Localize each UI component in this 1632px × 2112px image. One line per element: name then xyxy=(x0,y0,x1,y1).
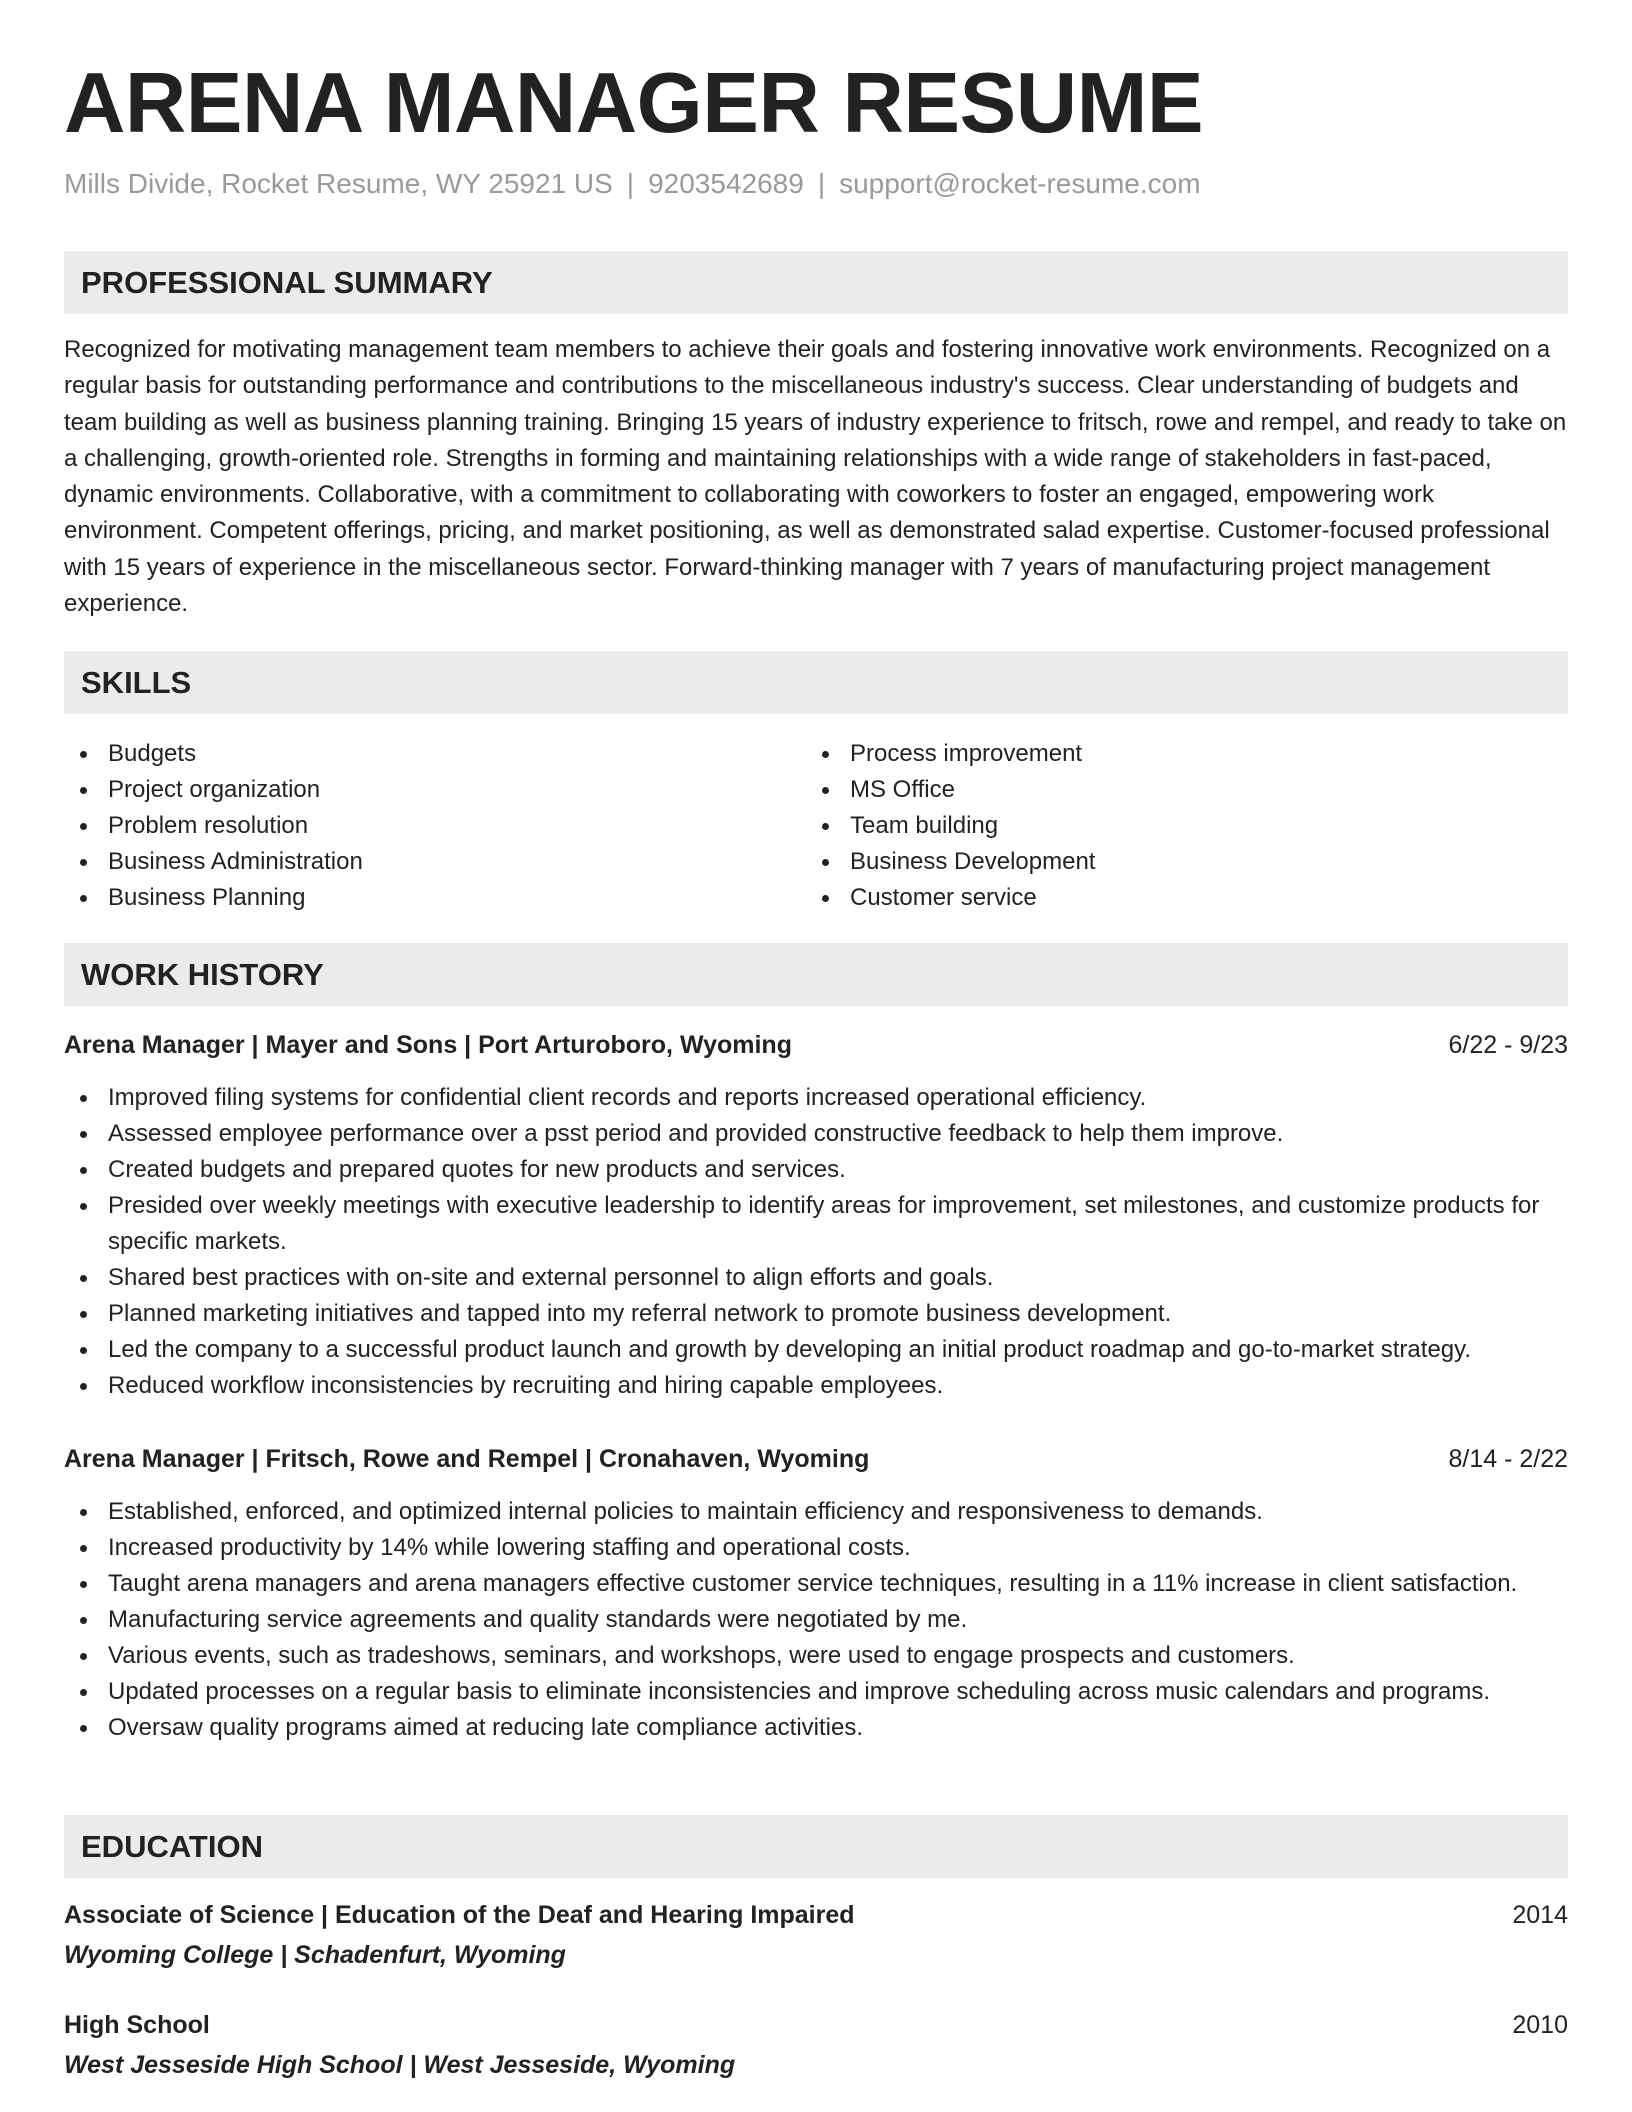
job-bullet: Various events, such as tradeshows, seminars, and workshops, were used to engage prospects and customers. xyxy=(64,1638,1570,1674)
contact-phone: 9203542689 xyxy=(648,168,804,199)
skill-item: Customer service xyxy=(806,880,1095,916)
contact-separator: | xyxy=(626,168,635,199)
resume-title: ARENA MANAGER RESUME xyxy=(64,56,1204,151)
section-header-education xyxy=(64,1815,1568,1878)
section-title: SKILLS xyxy=(81,665,192,700)
job-bullet: Led the company to a successful product launch and growth by developing an initial product roadmap and go-to-market strategy. xyxy=(64,1332,1570,1368)
job-bullet: Oversaw quality programs aimed at reducing late compliance activities. xyxy=(64,1710,1570,1746)
skill-item: Problem resolution xyxy=(64,808,363,844)
job-bullet: Assessed employee performance over a psst period and provided constructive feedback to help them improve. xyxy=(64,1116,1570,1152)
skill-item: Business Administration xyxy=(64,844,363,880)
graduation-year: 2010 xyxy=(1512,2011,1568,2039)
job-bullet: Created budgets and prepared quotes for new products and services. xyxy=(64,1152,1570,1188)
skill-item: Team building xyxy=(806,808,1095,844)
contact-address: Mills Divide, Rocket Resume, WY 25921 US xyxy=(64,168,613,199)
contact-email: support@rocket-resume.com xyxy=(839,168,1201,199)
contact-line xyxy=(64,166,1201,202)
skill-item: Project organization xyxy=(64,772,363,808)
skill-item: Budgets xyxy=(64,736,363,772)
school-name: West Jesseside High School | West Jesseside, Wyoming xyxy=(64,2051,736,2079)
school-name: Wyoming College | Schadenfurt, Wyoming xyxy=(64,1941,566,1969)
degree-title: Associate of Science | Education of the Deaf and Hearing Impaired xyxy=(64,1901,855,1929)
job-title: Arena Manager | Fritsch, Rowe and Rempel | Cronahaven, Wyoming xyxy=(64,1445,870,1473)
education-header xyxy=(64,2007,1568,2043)
job-header xyxy=(64,1027,1568,1063)
job-bullets xyxy=(64,1080,1570,1404)
summary-text: Recognized for motivating management team members to achieve their goals and fostering innovative work environments. Recognized on a regular basis for outstanding performance and contributions to the miscellaneous industry's success. Clear understanding of budgets and team building as well as business planning training. Bringing 15 years of industry experience to fritsch, rowe and rempel, and ready to take on a challenging, growth-oriented role. Strengths in forming and maintaining relationships with a wide range of stakeholders in fast-paced, dynamic environments. Collaborative, with a commitment to collaborating with coworkers to foster an engaged, empowering work environment. Competent offerings, pricing, and market positioning, as well as demonstrated salad expertise. Customer-focused professional with 15 years of experience in the miscellaneous sector. Forward-thinking manager with 7 years of manufacturing project management experience. xyxy=(64,336,1567,618)
job-bullet: Planned marketing initiatives and tapped into my referral network to promote business development. xyxy=(64,1296,1570,1332)
job-bullet: Increased productivity by 14% while lowering staffing and operational costs. xyxy=(64,1530,1570,1566)
section-title: EDUCATION xyxy=(81,1829,263,1864)
job-dates: 8/14 - 2/22 xyxy=(1448,1445,1568,1473)
job-bullet: Manufacturing service agreements and quality standards were negotiated by me. xyxy=(64,1602,1570,1638)
skill-item: MS Office xyxy=(806,772,1095,808)
section-title: WORK HISTORY xyxy=(81,957,324,992)
skill-item: Business Development xyxy=(806,844,1095,880)
job-header xyxy=(64,1441,1568,1477)
job-bullet: Improved filing systems for confidential client records and reports increased operational efficiency. xyxy=(64,1080,1570,1116)
section-title: PROFESSIONAL SUMMARY xyxy=(81,265,493,300)
job-dates: 6/22 - 9/23 xyxy=(1448,1031,1568,1059)
job-bullet: Presided over weekly meetings with executive leadership to identify areas for improvement, set milestones, and customize products for specific markets. xyxy=(64,1188,1570,1260)
job-bullets xyxy=(64,1494,1570,1746)
job-bullet: Shared best practices with on-site and external personnel to align efforts and goals. xyxy=(64,1260,1570,1296)
skills-list-right xyxy=(806,736,1095,916)
job-bullet: Established, enforced, and optimized internal policies to maintain efficiency and responsiveness to demands. xyxy=(64,1494,1570,1530)
section-header-skills xyxy=(64,651,1568,714)
skill-item: Business Planning xyxy=(64,880,363,916)
section-header-summary xyxy=(64,251,1568,314)
skill-item: Process improvement xyxy=(806,736,1095,772)
job-bullet: Updated processes on a regular basis to eliminate inconsistencies and improve scheduling across music calendars and programs. xyxy=(64,1674,1570,1710)
job-title: Arena Manager | Mayer and Sons | Port Arturoboro, Wyoming xyxy=(64,1031,792,1059)
education-header xyxy=(64,1897,1568,1933)
skills-list-left xyxy=(64,736,363,916)
contact-separator: | xyxy=(817,168,826,199)
section-header-work-history xyxy=(64,943,1568,1006)
degree-title: High School xyxy=(64,2011,210,2039)
job-bullet: Reduced workflow inconsistencies by recruiting and hiring capable employees. xyxy=(64,1368,1570,1404)
job-bullet: Taught arena managers and arena managers effective customer service techniques, resulting in a 11% increase in client satisfaction. xyxy=(64,1566,1570,1602)
graduation-year: 2014 xyxy=(1512,1901,1568,1929)
